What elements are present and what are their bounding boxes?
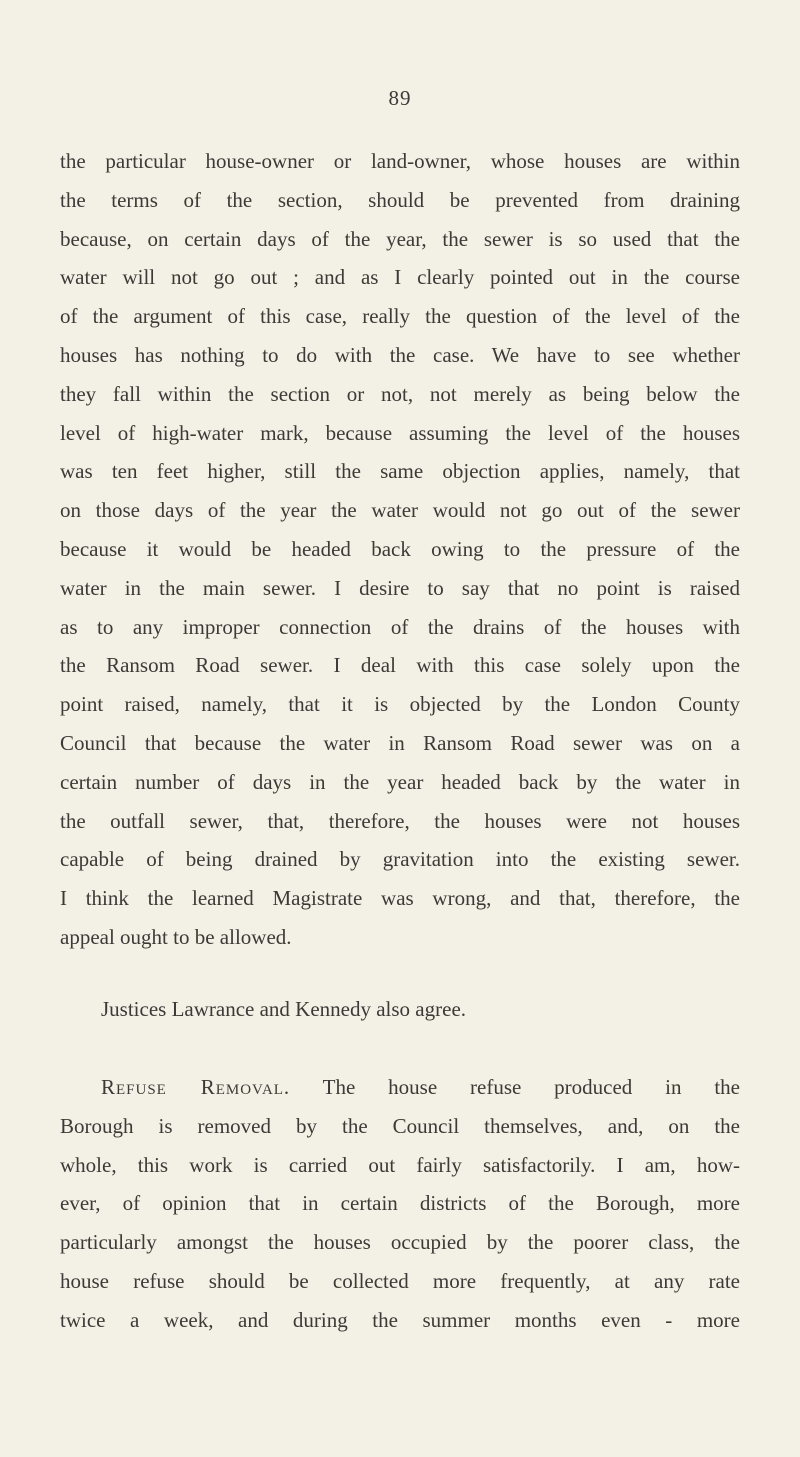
text-line: water will not go out ; and as I clearly pointed out in the course	[60, 265, 740, 290]
text-line: capable of being drained by gravitation into the existing sewer.	[60, 847, 740, 872]
text-line: because it would be headed back owing to the pressure of the	[60, 536, 740, 561]
text-line: was ten feet higher, still the same objection applies, namely, that	[60, 459, 740, 484]
text-line: water in the main sewer. I desire to say that no point is raised	[60, 575, 740, 600]
text-line: twice a week, and during the summer months even - more	[60, 1307, 740, 1332]
text-line: ever, of opinion that in certain districts of the Borough, more	[60, 1191, 740, 1216]
text-line: on those days of the year the water would not go out of the sewer	[60, 498, 740, 523]
text-line: Council that because the water in Ransom Road sewer was on a	[60, 730, 740, 755]
text-line: the particular house-owner or land-owner, whose houses are within	[60, 149, 740, 173]
text-line: point raised, namely, that it is objected by the London County	[60, 692, 740, 717]
text-line: appeal ought to be allowed.	[60, 924, 292, 949]
text-line: particularly amongst the houses occupied by the poorer class, the	[60, 1230, 740, 1255]
text-line-content: The house refuse produced in the	[322, 1075, 740, 1099]
text-line: houses has nothing to do with the case. We have to see whether	[60, 342, 740, 367]
text-line: because, on certain days of the year, the sewer is so used that the	[60, 226, 740, 251]
refuse-removal-paragraph	[60, 1068, 740, 1340]
text-line: the Ransom Road sewer. I deal with this case solely upon the	[60, 653, 740, 678]
page-number: 89	[388, 86, 412, 110]
text-line: of the argument of this case, really the question of the level of the	[60, 304, 740, 329]
text-line: the terms of the section, should be prevented from draining	[60, 187, 740, 212]
text-line: whole, this work is carried out fairly satisfactorily. I am, how-	[60, 1152, 740, 1177]
concurrence-paragraph	[60, 990, 740, 1029]
text-line: the outfall sewer, that, therefore, the houses were not houses	[60, 808, 740, 833]
text-line: they fall within the section or not, not merely as being below the	[60, 381, 740, 406]
text-line: I think the learned Magistrate was wrong, and that, therefore, the	[60, 886, 740, 911]
judgment-paragraph	[60, 142, 740, 957]
text-line	[60, 1068, 740, 1107]
text-line: certain number of days in the year headed back by the water in	[60, 769, 740, 794]
text-line: level of high-water mark, because assuming the level of the houses	[60, 420, 740, 445]
section-heading: Refuse Removal.	[101, 1075, 291, 1099]
text-line: house refuse should be collected more frequently, at any rate	[60, 1268, 740, 1293]
text-line: as to any improper connection of the drains of the houses with	[60, 614, 740, 639]
text-line: Justices Lawrance and Kennedy also agree.	[101, 997, 467, 1021]
text-line: Borough is removed by the Council themselves, and, on the	[60, 1113, 740, 1138]
